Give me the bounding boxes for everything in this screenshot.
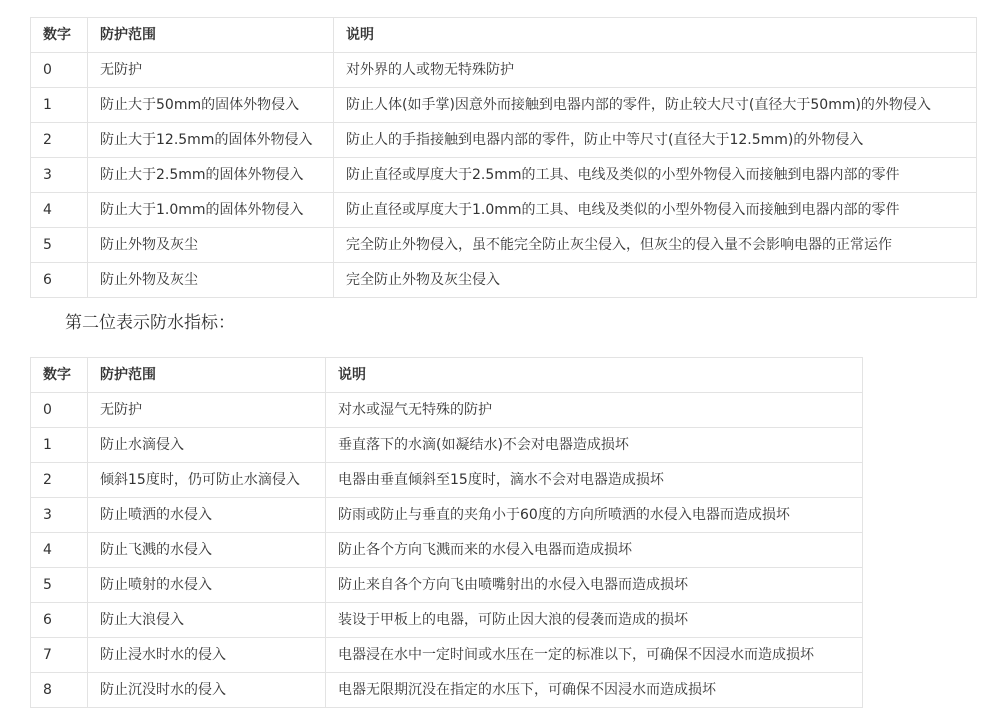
header-protection-range: 防护范围 [88, 358, 326, 393]
protection-range-cell: 防止喷射的水侵入 [88, 568, 326, 603]
protection-range-cell: 防止浸水时水的侵入 [88, 638, 326, 673]
table-row [31, 638, 863, 673]
description-cell: 对外界的人或物无特殊防护 [334, 53, 977, 88]
protection-range-cell: 防止大于2.5mm的固体外物侵入 [88, 158, 334, 193]
table-row [31, 673, 863, 708]
protection-range-cell: 防止外物及灰尘 [88, 263, 334, 298]
description-cell: 完全防止外物侵入，虽不能完全防止灰尘侵入，但灰尘的侵入量不会影响电器的正常运作 [334, 228, 977, 263]
table-row [31, 463, 863, 498]
water-section-caption: 第二位表示防水指标： [65, 313, 235, 333]
protection-range-cell: 防止喷洒的水侵入 [88, 498, 326, 533]
water-protection-table [30, 357, 863, 708]
description-cell: 垂直落下的水滴(如凝结水)不会对电器造成损坏 [326, 428, 863, 463]
description-cell: 防雨或防止与垂直的夹角小于60度的方向所喷洒的水侵入电器而造成损坏 [326, 498, 863, 533]
dust-protection-table [30, 17, 977, 298]
digit-cell: 2 [31, 463, 88, 498]
table-row [31, 393, 863, 428]
table-row [31, 123, 977, 158]
table-row [31, 228, 977, 263]
protection-range-cell: 无防护 [88, 53, 334, 88]
digit-cell: 8 [31, 673, 88, 708]
description-cell: 对水或湿气无特殊的防护 [326, 393, 863, 428]
digit-cell: 0 [31, 53, 88, 88]
digit-cell: 1 [31, 428, 88, 463]
digit-cell: 5 [31, 228, 88, 263]
digit-cell: 2 [31, 123, 88, 158]
digit-cell: 1 [31, 88, 88, 123]
description-cell: 防止人体(如手掌)因意外而接触到电器内部的零件，防止较大尺寸(直径大于50mm)的外物侵入 [334, 88, 977, 123]
description-cell: 电器由垂直倾斜至15度时，滴水不会对电器造成损坏 [326, 463, 863, 498]
header-description: 说明 [326, 358, 863, 393]
table-row [31, 533, 863, 568]
protection-range-cell: 防止飞溅的水侵入 [88, 533, 326, 568]
digit-cell: 3 [31, 498, 88, 533]
protection-range-cell: 防止沉没时水的侵入 [88, 673, 326, 708]
table-row [31, 193, 977, 228]
protection-range-cell: 防止大于12.5mm的固体外物侵入 [88, 123, 334, 158]
description-cell: 电器无限期沉没在指定的水压下，可确保不因浸水而造成损坏 [326, 673, 863, 708]
description-cell: 装设于甲板上的电器，可防止因大浪的侵袭而造成的损坏 [326, 603, 863, 638]
table-header-row [31, 358, 863, 393]
table-row [31, 263, 977, 298]
description-cell: 防止各个方向飞溅而来的水侵入电器而造成损坏 [326, 533, 863, 568]
digit-cell: 0 [31, 393, 88, 428]
table-row [31, 428, 863, 463]
protection-range-cell: 防止大于50mm的固体外物侵入 [88, 88, 334, 123]
table-row [31, 498, 863, 533]
table-header-row [31, 18, 977, 53]
protection-range-cell: 防止水滴侵入 [88, 428, 326, 463]
protection-range-cell: 防止大于1.0mm的固体外物侵入 [88, 193, 334, 228]
description-cell: 防止人的手指接触到电器内部的零件，防止中等尺寸(直径大于12.5mm)的外物侵入 [334, 123, 977, 158]
digit-cell: 5 [31, 568, 88, 603]
table-row [31, 158, 977, 193]
description-cell: 完全防止外物及灰尘侵入 [334, 263, 977, 298]
description-cell: 防止直径或厚度大于1.0mm的工具、电线及类似的小型外物侵入而接触到电器内部的零件 [334, 193, 977, 228]
description-cell: 防止直径或厚度大于2.5mm的工具、电线及类似的小型外物侵入而接触到电器内部的零件 [334, 158, 977, 193]
protection-range-cell: 防止外物及灰尘 [88, 228, 334, 263]
protection-range-cell: 防止大浪侵入 [88, 603, 326, 638]
digit-cell: 4 [31, 193, 88, 228]
header-description: 说明 [334, 18, 977, 53]
description-cell: 电器浸在水中一定时间或水压在一定的标准以下，可确保不因浸水而造成损坏 [326, 638, 863, 673]
table-row [31, 88, 977, 123]
protection-range-cell: 倾斜15度时，仍可防止水滴侵入 [88, 463, 326, 498]
header-digit: 数字 [31, 18, 88, 53]
digit-cell: 7 [31, 638, 88, 673]
digit-cell: 6 [31, 263, 88, 298]
description-cell: 防止来自各个方向飞由喷嘴射出的水侵入电器而造成损坏 [326, 568, 863, 603]
digit-cell: 6 [31, 603, 88, 638]
table-row [31, 568, 863, 603]
digit-cell: 3 [31, 158, 88, 193]
digit-cell: 4 [31, 533, 88, 568]
header-digit: 数字 [31, 358, 88, 393]
protection-range-cell: 无防护 [88, 393, 326, 428]
table-row [31, 53, 977, 88]
table-row [31, 603, 863, 638]
header-protection-range: 防护范围 [88, 18, 334, 53]
